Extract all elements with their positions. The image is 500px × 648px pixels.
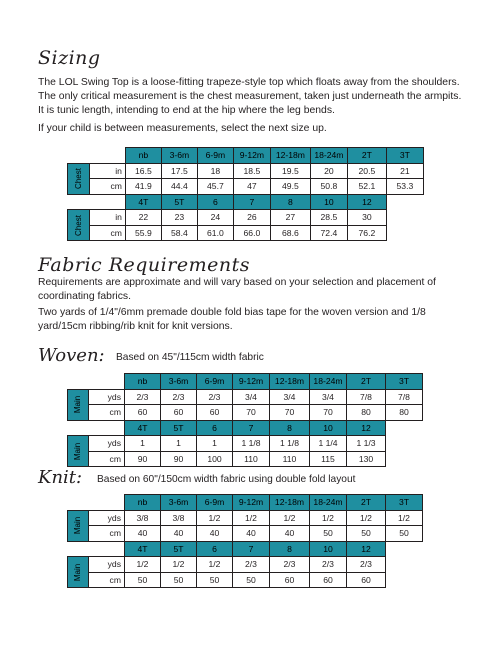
- row-group-label: [68, 389, 89, 420]
- unit-label: cm: [89, 526, 125, 542]
- row-group-label-text: Main: [73, 563, 83, 581]
- table-cell: 61.0: [197, 225, 233, 241]
- table-row: [68, 557, 423, 573]
- table-cell: 40: [233, 526, 270, 542]
- unit-label: cm: [89, 179, 125, 195]
- table-cell: 1/2: [197, 557, 233, 573]
- table-cell: 2/3: [233, 557, 270, 573]
- table-cell: 58.4: [161, 225, 197, 241]
- size-header: 7: [233, 420, 270, 436]
- table-cell: 3/4: [310, 389, 347, 405]
- table-cell: 21: [386, 163, 423, 179]
- table-cell: 1 1/4: [310, 436, 347, 452]
- table-row: [68, 163, 424, 179]
- table-cell: 1/2: [270, 510, 310, 526]
- table-cell: 60: [197, 405, 233, 421]
- sizing-title: Sizing: [38, 47, 101, 69]
- table-cell: 80: [347, 405, 386, 421]
- table-cell: 70: [270, 405, 310, 421]
- table-cell: 2/3: [197, 389, 233, 405]
- size-header: 18-24m: [310, 374, 347, 390]
- table-cell: 7/8: [386, 389, 423, 405]
- table-cell: 28.5: [310, 210, 347, 226]
- table-cell: 60: [161, 405, 197, 421]
- table-cell: 55.9: [125, 225, 161, 241]
- table-row: [68, 225, 424, 241]
- size-header: 6: [197, 420, 233, 436]
- table-cell: 60: [347, 572, 386, 588]
- size-header: 6-9m: [197, 495, 233, 511]
- size-header-row: [68, 495, 423, 511]
- table-cell: 70: [310, 405, 347, 421]
- table-row: [68, 389, 423, 405]
- size-header: 12-18m: [270, 495, 310, 511]
- table-cell: 2/3: [161, 389, 197, 405]
- table-cell: 44.4: [161, 179, 197, 195]
- size-header: 3-6m: [161, 495, 197, 511]
- unit-label: yds: [89, 510, 125, 526]
- size-header: 12: [347, 420, 386, 436]
- size-header: 6-9m: [197, 374, 233, 390]
- table-cell: 40: [161, 526, 197, 542]
- size-header: 8: [270, 194, 310, 210]
- table-cell: 1/2: [347, 510, 386, 526]
- size-header: 18-24m: [310, 495, 347, 511]
- table-cell: 40: [125, 526, 161, 542]
- table-cell: 1/2: [197, 510, 233, 526]
- unit-label: yds: [89, 557, 125, 573]
- table-cell: 90: [125, 451, 161, 467]
- size-header: 4T: [125, 194, 161, 210]
- size-header-row: [68, 374, 423, 390]
- table-cell: 115: [310, 451, 347, 467]
- size-header: 6: [197, 194, 233, 210]
- table-row: [68, 572, 423, 588]
- size-header-row: [68, 148, 424, 164]
- size-header: 10: [310, 541, 347, 557]
- size-header: 12: [347, 194, 386, 210]
- table-cell: 18: [197, 163, 233, 179]
- table-cell: 70: [233, 405, 270, 421]
- table-row: [68, 510, 423, 526]
- table-cell: 50: [347, 526, 386, 542]
- unit-label: in: [89, 210, 125, 226]
- woven-table: [67, 373, 423, 467]
- size-header: nb: [125, 374, 161, 390]
- size-header: 7: [233, 541, 270, 557]
- row-group-label: [68, 510, 89, 541]
- table-cell: 17.5: [161, 163, 197, 179]
- table-cell: 40: [197, 526, 233, 542]
- row-group-label: [68, 557, 89, 588]
- table-cell: 53.3: [386, 179, 423, 195]
- table-cell: 68.6: [270, 225, 310, 241]
- size-header: 2T: [347, 148, 386, 164]
- table-cell: 1 1/3: [347, 436, 386, 452]
- size-header: 9-12m: [233, 148, 270, 164]
- table-cell: 60: [125, 405, 161, 421]
- sizing-note: If your child is between measurements, select the next size up.: [38, 123, 327, 134]
- woven-note: Based on 45"/115cm width fabric: [116, 352, 264, 363]
- table-cell: 72.4: [310, 225, 347, 241]
- table-cell: 66.0: [233, 225, 270, 241]
- table-cell: 47: [233, 179, 270, 195]
- size-header: 7: [233, 194, 270, 210]
- table-cell: 20.5: [347, 163, 386, 179]
- size-header: 5T: [161, 194, 197, 210]
- table-cell: 24: [197, 210, 233, 226]
- table-cell: 1 1/8: [233, 436, 270, 452]
- table-cell: 76.2: [347, 225, 386, 241]
- size-header: 12-18m: [270, 148, 310, 164]
- woven-title: Woven:: [38, 345, 105, 366]
- table-cell: 1/2: [386, 510, 423, 526]
- table-cell: 3/4: [270, 389, 310, 405]
- table-cell: 50: [125, 572, 161, 588]
- size-header: 3T: [386, 148, 423, 164]
- table-cell: 41.9: [125, 179, 161, 195]
- table-cell: 16.5: [125, 163, 161, 179]
- table-cell: 7/8: [347, 389, 386, 405]
- fabric-paragraph: Requirements are approximate and will vary based on your selection and placement of coordinating fabrics.: [38, 277, 436, 302]
- table-row: [68, 436, 423, 452]
- table-cell: 40: [270, 526, 310, 542]
- table-cell: 60: [310, 572, 347, 588]
- row-group-label-text: Main: [73, 395, 83, 414]
- table-cell: 50: [233, 572, 270, 588]
- table-cell: 3/8: [161, 510, 197, 526]
- table-cell: 100: [197, 451, 233, 467]
- row-group-label: [68, 210, 90, 241]
- knit-note: Based on 60"/150cm width fabric using double fold layout: [97, 474, 356, 485]
- row-group-label: [68, 436, 89, 467]
- size-header: 6: [197, 541, 233, 557]
- size-header: 5T: [161, 541, 197, 557]
- size-header: 3T: [386, 374, 423, 390]
- unit-label: yds: [89, 436, 125, 452]
- table-cell: 1: [197, 436, 233, 452]
- table-cell: 1/2: [125, 557, 161, 573]
- table-cell: 49.5: [270, 179, 310, 195]
- size-header: 18-24m: [310, 148, 347, 164]
- table-row: [68, 451, 423, 467]
- table-cell: 19.5: [270, 163, 310, 179]
- table-cell: 1/2: [233, 510, 270, 526]
- row-group-label: [68, 163, 90, 194]
- fabric-title: Fabric Requirements: [38, 254, 250, 276]
- table-cell: 1/2: [310, 510, 347, 526]
- table-cell: 2/3: [125, 389, 161, 405]
- row-group-label-text: Main: [73, 516, 83, 535]
- table-cell: 30: [347, 210, 386, 226]
- size-header: 2T: [347, 495, 386, 511]
- table-row: [68, 526, 423, 542]
- table-cell: 2/3: [310, 557, 347, 573]
- table-cell: 60: [270, 572, 310, 588]
- table-cell: 27: [270, 210, 310, 226]
- size-header: 4T: [125, 420, 161, 436]
- size-header: 5T: [161, 420, 197, 436]
- table-cell: 1: [161, 436, 197, 452]
- table-cell: 1: [125, 436, 161, 452]
- sizing-table: [67, 147, 424, 241]
- size-header: 9-12m: [233, 495, 270, 511]
- table-cell: 20: [310, 163, 347, 179]
- size-header-row: [68, 194, 424, 210]
- table-cell: 50: [197, 572, 233, 588]
- size-header: 4T: [125, 541, 161, 557]
- row-group-label-text: Chest: [73, 168, 83, 189]
- knit-title: Knit:: [38, 467, 83, 488]
- size-header-row: [68, 541, 423, 557]
- table-cell: 90: [161, 451, 197, 467]
- table-cell: 50: [386, 526, 423, 542]
- table-cell: 26: [233, 210, 270, 226]
- table-cell: 18.5: [233, 163, 270, 179]
- size-header: 8: [270, 420, 310, 436]
- table-cell: 50.8: [310, 179, 347, 195]
- table-cell: 50: [310, 526, 347, 542]
- size-header-row: [68, 420, 423, 436]
- table-cell: 80: [386, 405, 423, 421]
- table-cell: 110: [233, 451, 270, 467]
- unit-label: cm: [89, 451, 125, 467]
- unit-label: cm: [89, 405, 125, 421]
- table-cell: 110: [270, 451, 310, 467]
- table-row: [68, 405, 423, 421]
- size-header: 3T: [386, 495, 423, 511]
- sizing-paragraph: The LOL Swing Top is a loose-fitting trapeze-style top which floats away from the shoulders. The only critical measurement is the chest measurement, taken just underneath the armpits. It is tunic length, intending to end at the hip where the leg bends.: [38, 77, 462, 116]
- table-cell: 2/3: [347, 557, 386, 573]
- size-header: 6-9m: [197, 148, 233, 164]
- table-cell: 2/3: [270, 557, 310, 573]
- table-cell: 45.7: [197, 179, 233, 195]
- size-header: 12: [347, 541, 386, 557]
- size-header: 10: [310, 420, 347, 436]
- row-group-label-text: Main: [73, 442, 83, 460]
- unit-label: yds: [89, 389, 125, 405]
- size-header: 10: [310, 194, 347, 210]
- unit-label: cm: [89, 225, 125, 241]
- table-cell: 1/2: [161, 557, 197, 573]
- table-cell: 50: [161, 572, 197, 588]
- unit-label: in: [89, 163, 125, 179]
- size-header: 8: [270, 541, 310, 557]
- row-group-label-text: Chest: [73, 214, 83, 236]
- size-header: nb: [125, 495, 161, 511]
- size-header: 2T: [347, 374, 386, 390]
- size-header: 3-6m: [161, 374, 197, 390]
- size-header: 3-6m: [161, 148, 197, 164]
- table-cell: 52.1: [347, 179, 386, 195]
- table-row: [68, 210, 424, 226]
- size-header: 9-12m: [233, 374, 270, 390]
- knit-table: [67, 494, 423, 588]
- table-row: [68, 179, 424, 195]
- fabric-bias-tape-note: Two yards of 1/4"/6mm premade double fold bias tape for the woven version and 1/8 yard/15cm ribbing/rib knit for knit versions.: [38, 307, 426, 332]
- table-cell: 130: [347, 451, 386, 467]
- table-cell: 3/4: [233, 389, 270, 405]
- unit-label: cm: [89, 572, 125, 588]
- table-cell: 23: [161, 210, 197, 226]
- size-header: 12-18m: [270, 374, 310, 390]
- size-header: nb: [125, 148, 161, 164]
- table-cell: 1 1/8: [270, 436, 310, 452]
- table-cell: 22: [125, 210, 161, 226]
- table-cell: 3/8: [125, 510, 161, 526]
